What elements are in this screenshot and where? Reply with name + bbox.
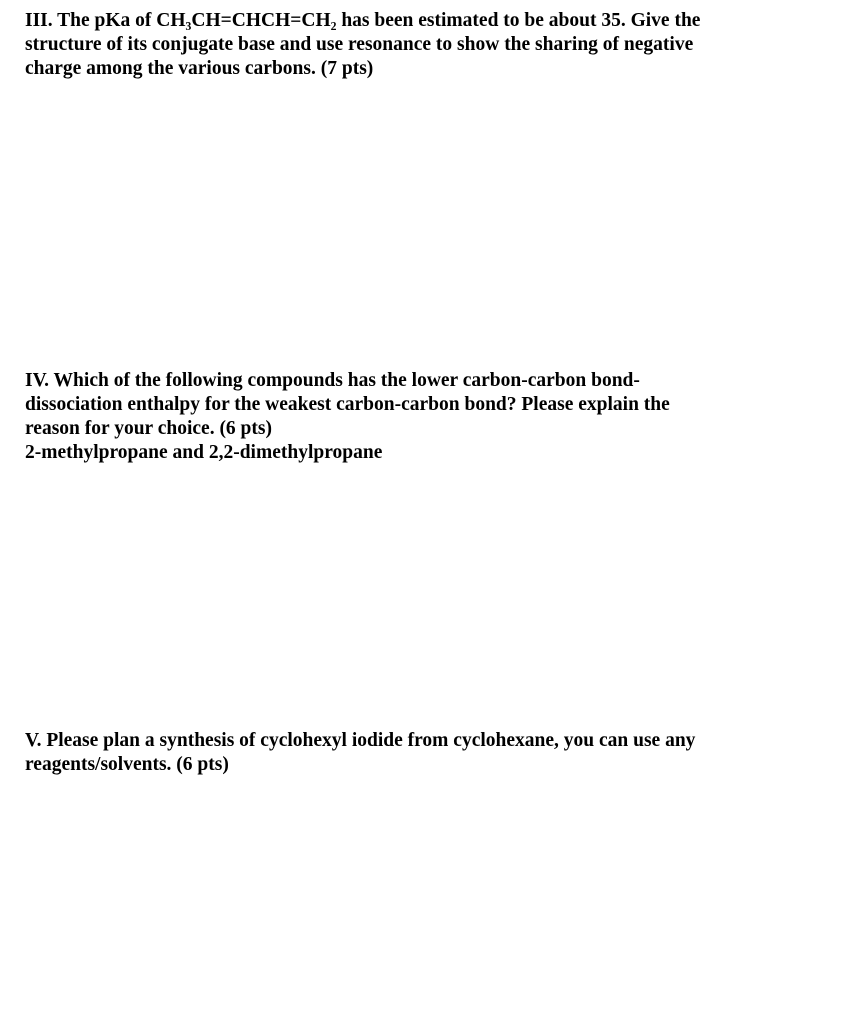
question-iv-line-3: reason for your choice. (6 pts) bbox=[25, 418, 272, 439]
question-iv-line-1: IV. Which of the following compounds has the lower carbon-carbon bond- bbox=[25, 370, 640, 391]
question-iv-compounds: 2-methylpropane and 2,2-dimethylpropane bbox=[25, 442, 383, 463]
question-v-line-1: V. Please plan a synthesis of cyclohexyl iodide from cyclohexane, you can use any bbox=[25, 730, 696, 751]
question-iv-line-2: dissociation enthalpy for the weakest carbon-carbon bond? Please explain the bbox=[25, 394, 670, 415]
question-iii-line-1: III. The pKa of CH₃CH=CHCH=CH₂ has been estimated to be about 35. Give the bbox=[25, 10, 701, 31]
question-iii-line-3: charge among the various carbons. (7 pts) bbox=[25, 58, 374, 79]
question-v bbox=[25, 729, 825, 777]
question-iv bbox=[25, 369, 825, 465]
question-iii-line-2: structure of its conjugate base and use resonance to show the sharing of negative bbox=[25, 34, 694, 55]
question-iii bbox=[25, 9, 825, 81]
question-v-line-2: reagents/solvents. (6 pts) bbox=[25, 754, 229, 775]
